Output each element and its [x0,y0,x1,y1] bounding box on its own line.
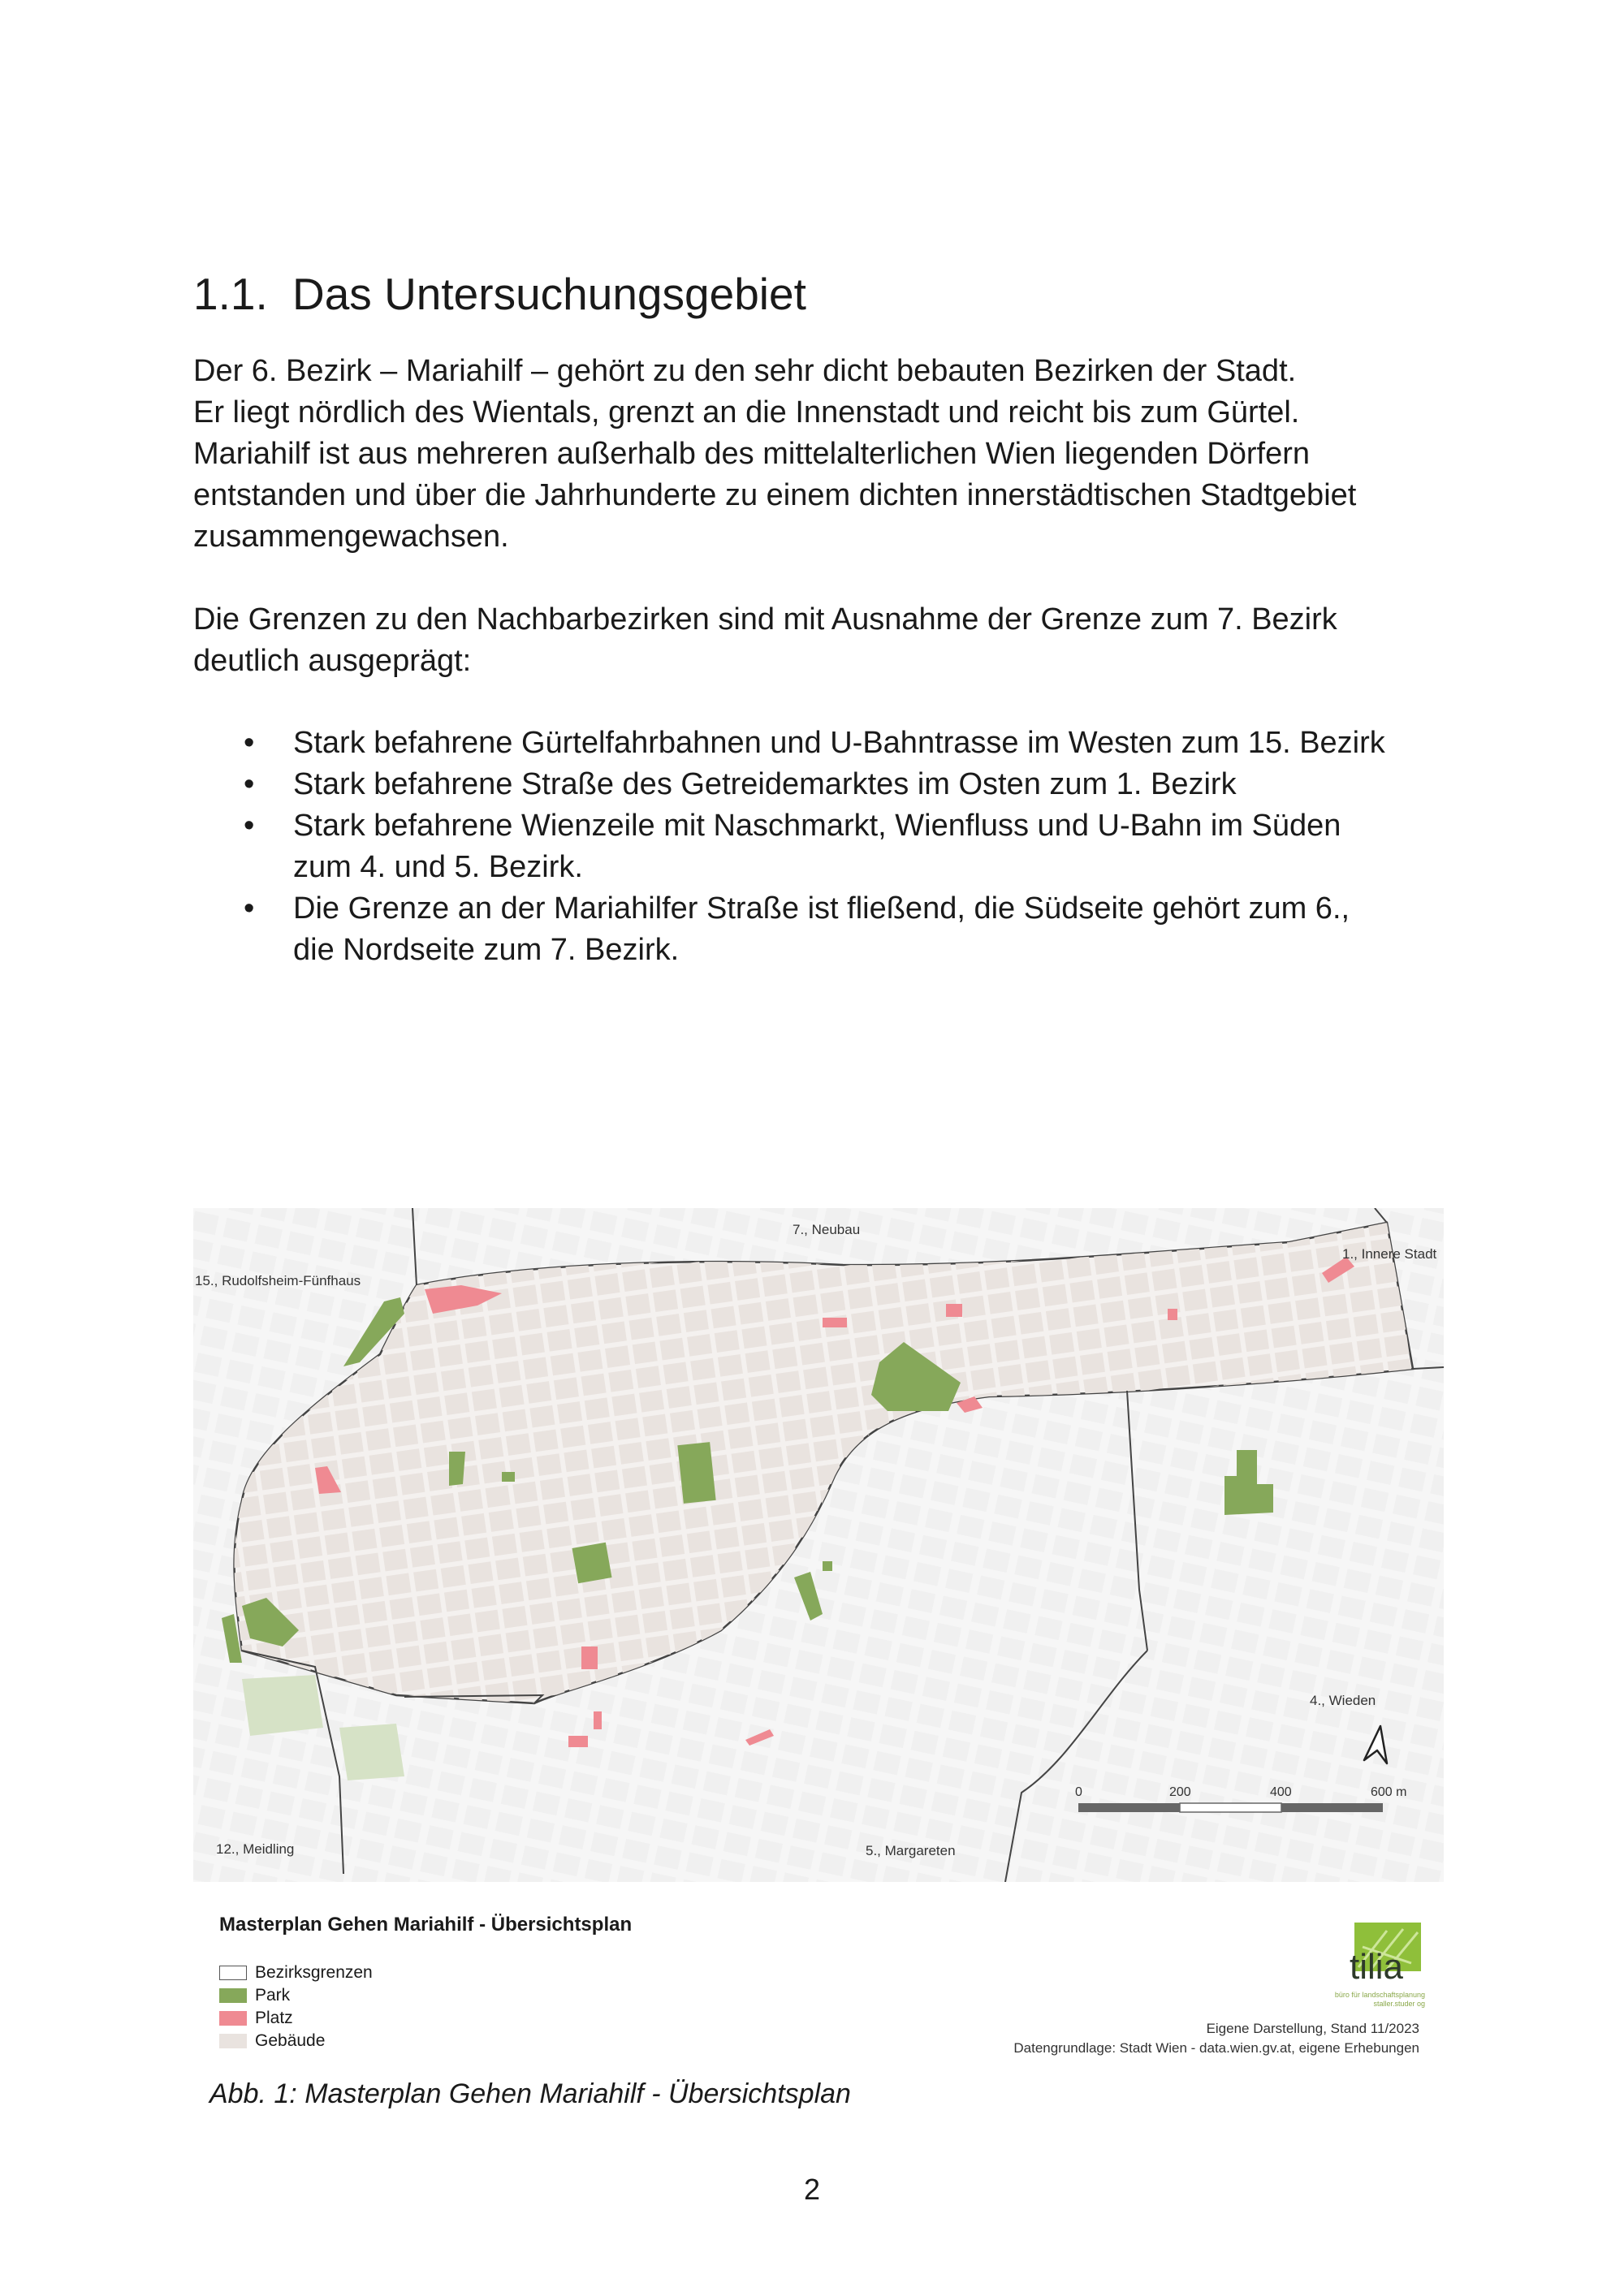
park-outside [339,1724,404,1780]
park-area [502,1472,515,1482]
list-item [193,723,1492,764]
district-label: 12., Meidling [216,1841,295,1857]
bullet-icon: • [244,726,255,760]
text-line: zum 4. und 5. Bezirk. [293,850,583,884]
platz-area [946,1304,962,1317]
logo-subtitle-line: büro für landschaftsplanung [1334,1991,1425,1999]
border-list [193,723,1492,971]
bullet-icon: • [244,809,255,843]
legend-label: Gebäude [255,2031,326,2050]
text-line: Stark befahrene Wienzeile mit Naschmarkt, Wienfluss und U-Bahn im Süden [293,809,1341,843]
park-area [572,1543,611,1584]
section-title: Das Untersuchungsgebiet [292,269,806,319]
district-map [193,1208,1444,1882]
park-area [449,1452,465,1486]
section-number: 1.1. [193,269,268,319]
text-line: Die Grenze an der Mariahilfer Straße ist fließend, die Südseite gehört zum 6., [293,891,1350,926]
legend-item [219,2030,373,2052]
park-area [823,1561,832,1571]
platz-swatch [219,2011,247,2026]
text-line: Er liegt nördlich des Wientals, grenzt an die Innenstadt und reicht bis zum Gürtel. [193,395,1300,429]
list-item [193,805,1492,888]
map-credits [1013,2019,1419,2058]
text-line: Mariahilf ist aus mehreren außerhalb des mittelalterlichen Wien liegenden Dörfern [193,437,1310,471]
legend-label: Bezirksgrenzen [255,1963,373,1982]
scale-label: 400 [1270,1785,1292,1799]
text-line: zusammengewachsen. [193,520,509,554]
logo-subtitle [1328,1991,1425,2009]
district-label: 15., Rudolfsheim-Fünfhaus [195,1273,361,1288]
credit-line: Datengrundlage: Stadt Wien - data.wien.gv.at, eigene Erhebungen [1013,2040,1419,2056]
list-item [193,888,1492,971]
park-swatch [219,1988,247,2003]
legend-item [219,1962,373,1984]
credit-line: Eigene Darstellung, Stand 11/2023 [1206,2021,1419,2036]
scale-label: 600 m [1371,1785,1407,1799]
text-line: Stark befahrene Gürtelfahrbahnen und U-Bahntrasse im Westen zum 15. Bezirk [293,726,1385,760]
text-line: die Nordseite zum 7. Bezirk. [293,933,680,967]
scale-label: 0 [1075,1785,1082,1799]
section-heading [193,268,806,320]
legend-item [219,2007,373,2030]
district-label: 5., Margareten [866,1843,956,1858]
legend-label: Platz [255,2009,293,2027]
platz-area [594,1711,602,1729]
figure-caption: Abb. 1: Masterplan Gehen Mariahilf - Übersichtsplan [209,2078,851,2109]
logo-subtitle-line: staller.studer og [1373,2000,1425,2008]
platz-area [823,1318,847,1327]
building-swatch [219,2034,247,2048]
bullet-icon: • [244,891,255,926]
legend-item [219,1984,373,2007]
logo-wordmark: tilia [1350,1947,1404,1987]
map-legend [219,1962,373,2052]
park-outside [242,1675,323,1736]
district-label: 4., Wieden [1310,1693,1376,1708]
park-area [677,1442,715,1504]
text-line: Stark befahrene Straße des Getreidemarktes im Osten zum 1. Bezirk [293,767,1237,801]
border-swatch [219,1966,247,1980]
platz-area [568,1736,588,1747]
text-line: Der 6. Bezirk – Mariahilf – gehört zu den sehr dicht bebauten Bezirken der Stadt. [193,354,1297,388]
platz-area [1168,1309,1177,1320]
intro-paragraph [193,351,1468,558]
text-line: entstanden und über die Jahrhunderte zu einem dichten innerstädtischen Stadtgebiet [193,478,1357,512]
borders-paragraph [193,599,1468,682]
text-line: deutlich ausgeprägt: [193,644,472,678]
list-item [193,764,1492,805]
district-label: 1., Innere Stadt [1342,1246,1437,1262]
scale-label: 200 [1169,1785,1191,1799]
map-title: Masterplan Gehen Mariahilf - Übersichtsplan [219,1914,633,1936]
district-label: 7., Neubau [793,1222,861,1237]
legend-label: Park [255,1986,291,2005]
text-line: Die Grenzen zu den Nachbarbezirken sind mit Ausnahme der Grenze zum 7. Bezirk [193,602,1337,637]
platz-area [581,1646,598,1669]
bullet-icon: • [244,767,255,801]
page-number: 2 [803,2173,821,2206]
